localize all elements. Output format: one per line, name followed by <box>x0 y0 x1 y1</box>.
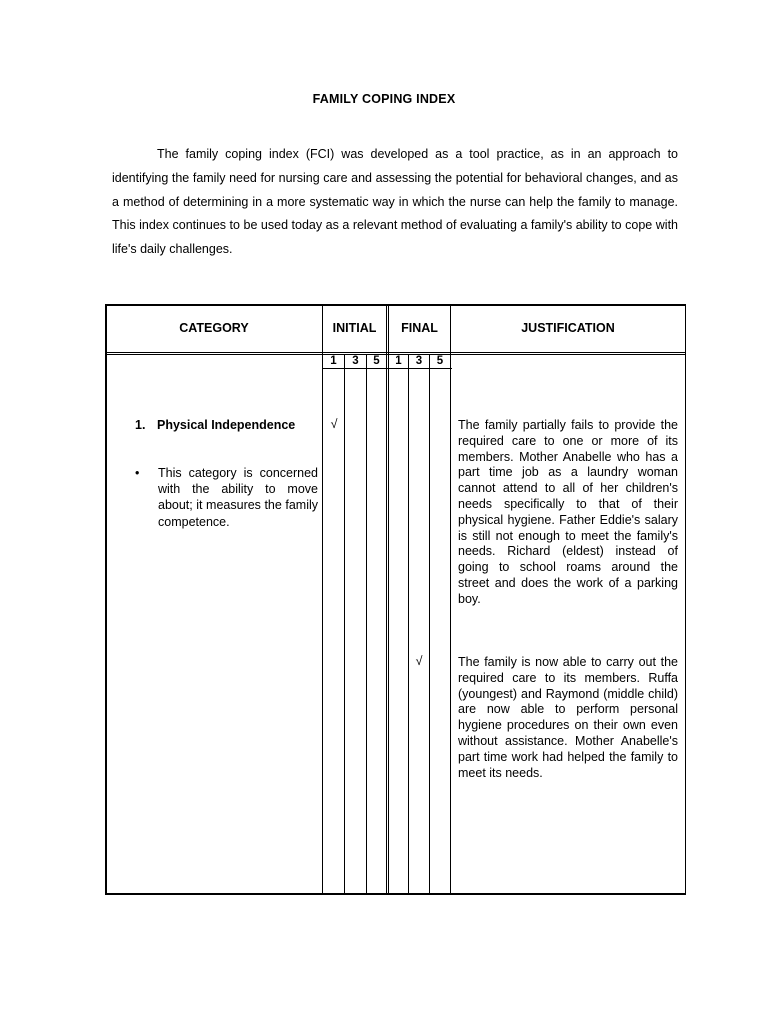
category-heading <box>135 418 321 434</box>
page-title: FAMILY COPING INDEX <box>312 92 456 106</box>
score-initial-3: 3 <box>352 355 359 367</box>
score-final-1: 1 <box>395 355 402 367</box>
column-divider-initial-final <box>386 304 387 894</box>
column-divider-justification <box>450 304 451 894</box>
table-border-right <box>685 304 687 895</box>
category-title: Physical Independence <box>157 418 296 432</box>
category-description-text: This category is concerned with the ability to move about; it measures the family competence. <box>158 466 318 529</box>
header-rule-1 <box>105 352 686 353</box>
category-number: 1. <box>135 418 146 432</box>
column-divider-category <box>322 304 323 894</box>
initial-check-mark: √ <box>330 417 338 431</box>
header-category: CATEGORY <box>179 321 249 335</box>
score-initial-1: 1 <box>330 355 337 367</box>
subcolumn-divider <box>366 354 367 894</box>
header-justification: JUSTIFICATION <box>521 321 615 335</box>
subcolumn-divider <box>408 354 409 894</box>
table-border-bottom <box>105 893 686 895</box>
category-description <box>135 465 318 530</box>
score-final-3: 3 <box>415 355 423 367</box>
bullet-icon: • <box>135 466 140 480</box>
table-border-left <box>105 304 107 895</box>
subcolumn-divider <box>344 354 345 894</box>
header-final: FINAL <box>401 321 438 335</box>
score-initial-5: 5 <box>373 355 380 367</box>
intro-text: The family coping index (FCI) was developed as a tool practice, as in an approach to identifying the family need for nursing care and assessing the potential for behavioral changes, and as a method of determining in a more systematic way in which the nurse can help the family to manage. This index continues to be used today as a relevant method of evaluating a family's ability to cope with life's daily challenges. <box>112 147 678 257</box>
score-row-rule <box>322 368 452 369</box>
subcolumn-divider <box>429 354 430 894</box>
column-divider-initial-final-2 <box>388 304 389 894</box>
final-check-mark: √ <box>415 654 423 668</box>
final-justification: The family is now able to carry out the required care to its members. Ruffa (youngest) and Raymond (middle child) are now able to perform personal hygiene procedures on their own even without assistance. Mother Anabelle's part time work had helped the family to meet its needs. <box>458 655 678 780</box>
intro-paragraph <box>112 143 678 262</box>
header-initial: INITIAL <box>332 321 377 335</box>
initial-justification: The family partially fails to provide the required care to one or more of its members. Mother Anabelle who has a part time job as a laundry woman cannot attend to all of her children's needs specifically to that of their physical hygiene. Father Eddie's salary is still not enough to meet the family's needs. Richard (eldest) instead of going to school roams around the street and does the work of a parking boy. <box>458 418 678 606</box>
score-final-5: 5 <box>436 355 444 367</box>
